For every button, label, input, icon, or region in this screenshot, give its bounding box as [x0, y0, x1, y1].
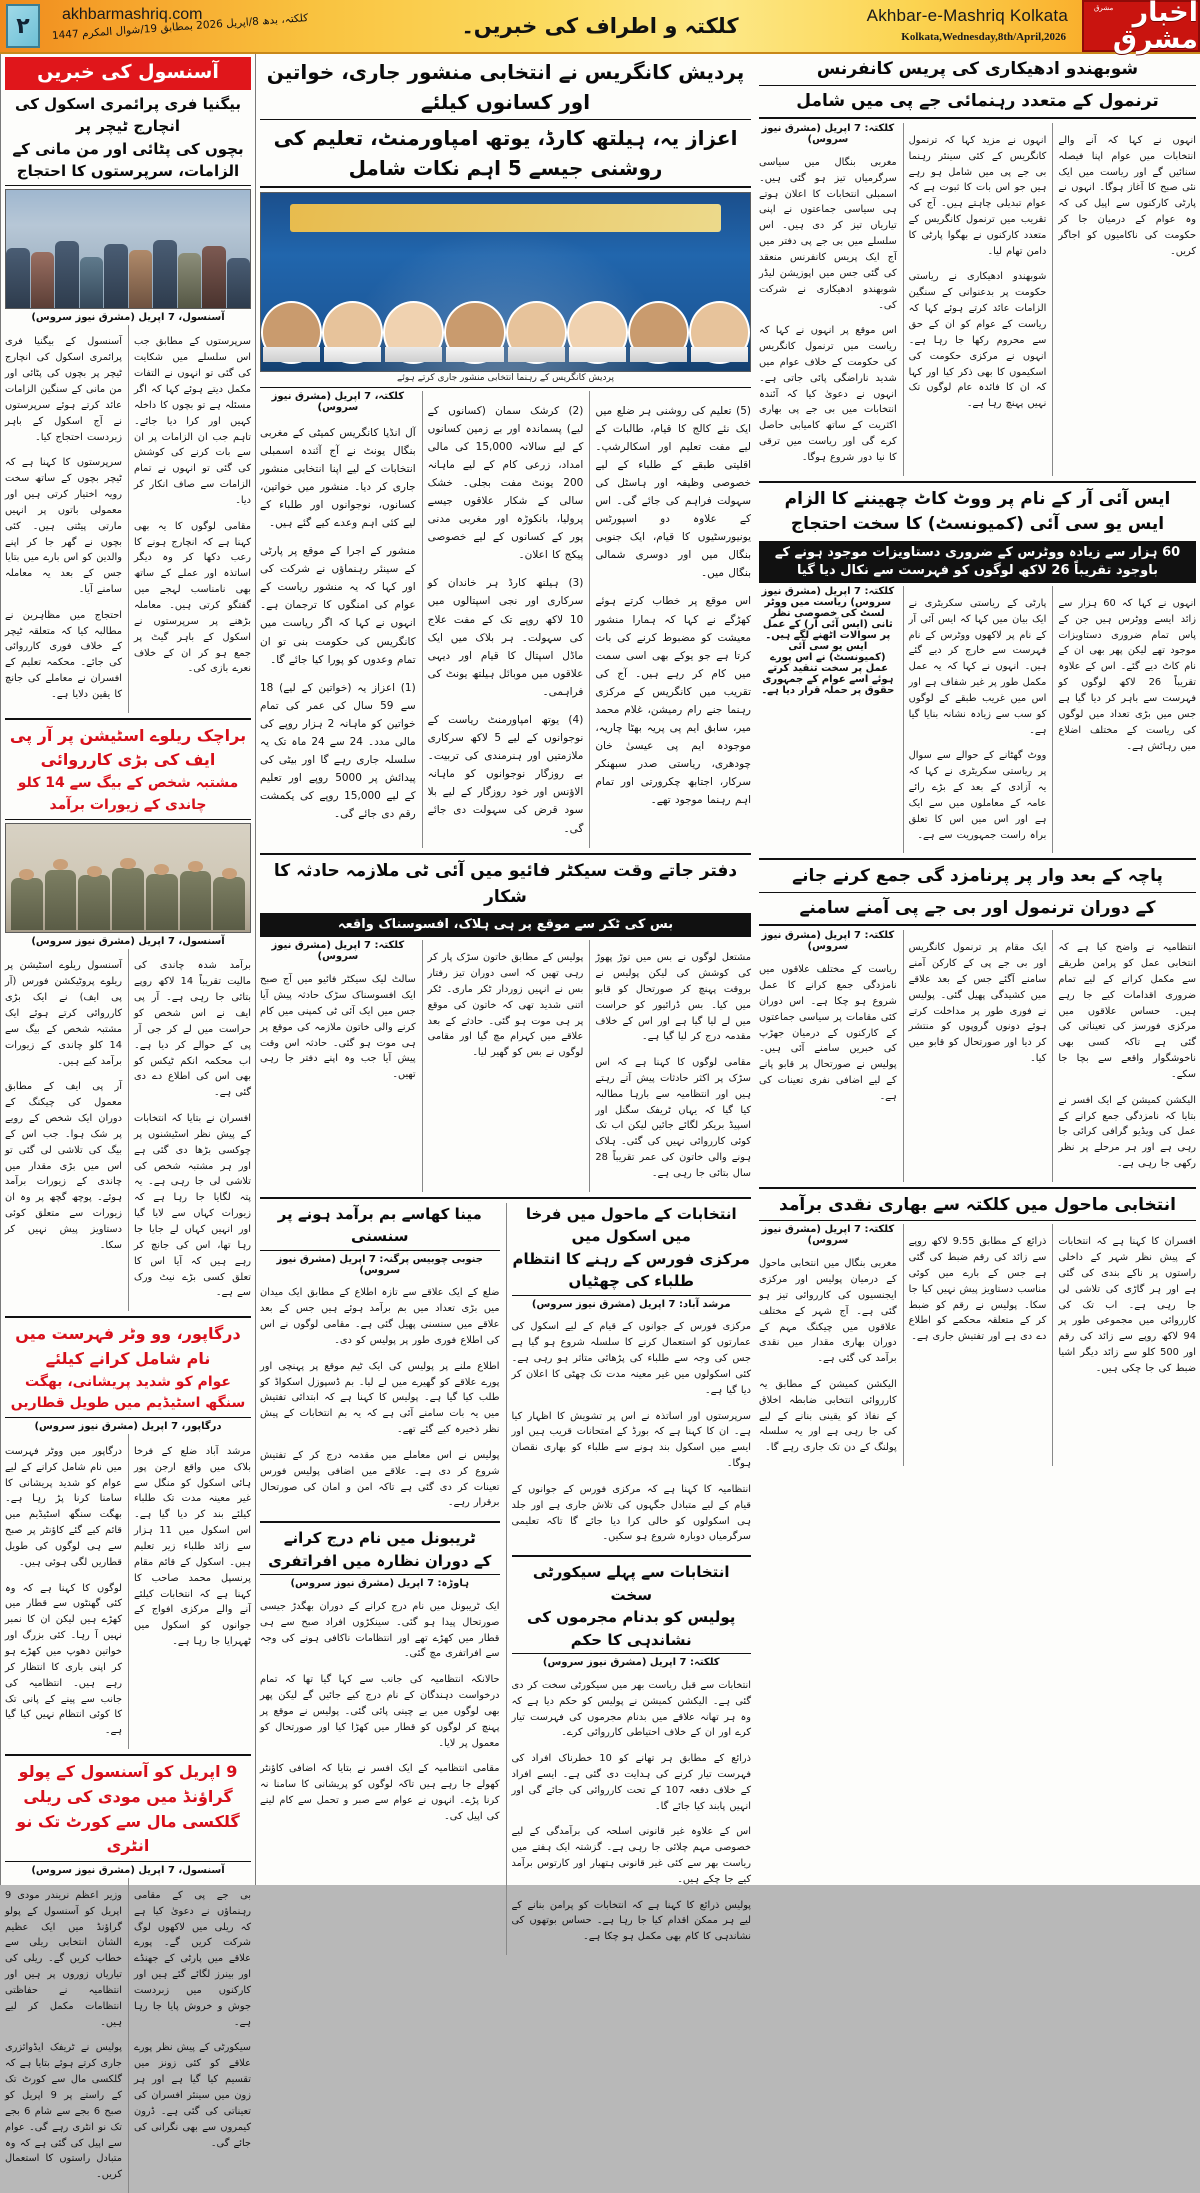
- paragraph: سالٹ لیک سیکٹر فائیو میں آج صبح ایک افسوسناک سڑک حادثہ پیش آیا جس میں ایک آئی ٹی کمپنی میں کام کرنے والی خاتون ملازمہ کی موقع پر ہی موت ہو گئی۔ حادثہ اس وقت پیش آیا جب وہ اپنے دفتر جا رہی تھیں۔: [260, 974, 416, 1081]
- dateline: مرشد آباد: 7 اپریل (مشرق نیوز سروس): [531, 1298, 731, 1310]
- paragraph: احتجاج میں مظاہرین نے مطالبہ کیا کہ متعلقہ ٹیچر کے خلاف فوری کارروائی کی جائے۔ محکمہ تعلیم کے افسران نے معاملے کی جانچ کا یقین دلایا ہے۔: [5, 609, 122, 701]
- zone-left: [755, 54, 1200, 1885]
- paragraph: شوبھندو ادھیکاری نے ریاستی حکومت پر بدعنوانی کے سنگین الزامات عائد کرتے ہوئے کہا کہ ریاست کے عوام کو ان کے حق سے محروم رکھا جا رہا ہے۔ انہوں نے مرکزی حکومت کی اسکیموں کا بھی ذکر کیا اور کہا کہ ان کا فائدہ عام لوگوں تک نہیں پہنچ رہا ہے۔: [908, 271, 1047, 410]
- paragraph: سرپرستوں کا کہنا ہے کہ ٹیچر بچوں کے ساتھ سخت رویہ اختیار کرتی ہیں اور معمولی باتوں پر انہیں مارتی پیٹتی ہیں۔ کئی بچوں نے گھر جا کر اپنے والدین کو اس بارے میں بتایا جس کے بعد یہ معاملہ سامنے آیا۔: [5, 457, 122, 596]
- photo-school-protest: [5, 189, 251, 309]
- headline-line-2: کے دوران ترنمول اور بی جے پی آمنے سامنے: [799, 897, 1156, 918]
- headline-line-1: ٹریبونل میں نام درج کرانے: [283, 1529, 476, 1548]
- headline-line-2: عوام کو شدید پریشانی، بھگت سنگھ اسٹیڈیم میں طویل قطاریں: [10, 1373, 246, 1412]
- dateline: آسنسول، 7 اپریل (مشرق نیوز سروس): [31, 311, 225, 323]
- column: [128, 1434, 251, 1749]
- headline-line-2: مشتبہ شخص کے بیگ سے 14 کلو چاندی کے زیورات برآمد: [17, 775, 239, 813]
- column: [903, 930, 1047, 1181]
- column: [422, 391, 584, 848]
- dateline: کلکتہ: 7 اپریل (مشرق نیوز سروس) ریاست میں ووٹر لسٹ کی خصوصی نظر ثانی (ایس آئی آر) کے عمل پر سوالات اٹھنے لگے ہیں۔ ایس یو سی آئی (کمیونسٹ) نے اس پورے عمل پر سخت تنقید کرتے ہوئے اسے عوام کے جمہوری حقوق پر حملہ قرار دیا ہے۔: [761, 586, 895, 697]
- column: [759, 586, 897, 853]
- divider: [512, 1295, 752, 1296]
- manifesto-point: (2) کرشک سمان (کسانوں کے لیے) پسماندہ اور بے زمین کسانوں کے لیے سالانہ 15,000 کی مالی امداد، زرعی کام کے لیے ماہانہ 200 یونٹ مفت بجلی۔ خشک سالی کے شکار علاقوں جیسے پرولیا، بانکوڑہ اور مغربی مدنی پور کے کسانوں کے لیے خصوصی پیکج کا اعلان۔: [427, 404, 584, 561]
- paragraph: ذرائع کے مطابق 9.55 لاکھ روپے سے زائد کی رقم ضبط کی گئی ہے جس کے بارے میں کوئی مناسب دستاویز پیش نہیں کیا جا سکا۔ پولیس نے رقم کو ضبط کر کے متعلقہ محکمے کو اطلاع دے دی ہے اور تفتیش جاری ہے۔: [908, 1236, 1047, 1343]
- paragraph: وزیر اعظم نریندر مودی 9 اپریل کو آسنسول کے پولو گراؤنڈ میں ایک عظیم الشان انتخابی ریلی سے خطاب کریں گے۔ ریلی کی تیاریاں زوروں پر ہیں اور انتظامیہ نے حفاظتی انتظامات مکمل کر لیے ہیں۔: [5, 1889, 122, 2028]
- paragraph: برآمد شدہ چاندی کی مالیت تقریباً 14 لاکھ روپے بتائی جا رہی ہے۔ آر پی ایف نے اس شخص کو حراست میں لے کر جی آر پی کے حوالے کر دیا ہے۔ اب محکمہ انکم ٹیکس کو بھی اس کی اطلاع دے دی گئی ہے۔: [134, 960, 251, 1099]
- headline-line-1: شوبھندو ادھیکاری کی پریس کانفرنس: [816, 59, 1139, 79]
- paragraph: مغربی بنگال میں انتخابی ماحول کے درمیان پولیس اور مرکزی ایجنسیوں کی کارروائی تیز ہو گئی ہے۔ آج شہر کے مختلف علاقوں میں چیکنگ مہم کے دوران بھاری مقدار میں نقدی برآمد کی گئی ہے۔: [759, 1258, 897, 1365]
- sub-headline: 60 ہزار سے زیادہ ووٹرس کے ضروری دستاویزات موجود ہونے کے باوجود تقریباً 26 لاکھ لوگوں کو فہرست سے نکال دیا گیا: [759, 541, 1196, 583]
- paragraph: پولیس نے ٹریفک ایڈوائزری جاری کرتے ہوئے بتایا ہے کہ گلکسی مال سے کورٹ تک کے راستے پر 9 اپریل کو صبح 6 بجے سے شام 6 بجے تک نو انٹری رہے گی۔ عوام سے اپیل کی گئی ہے کہ وہ متبادل راستوں کا استعمال کریں۔: [5, 2042, 122, 2181]
- dateline: ہاوڑہ: 7 اپریل (مشرق نیوز سروس): [290, 1578, 470, 1590]
- story-congress-manifesto: [260, 57, 751, 848]
- edition-date-urdu: کلکتہ، بدھ 8/اپریل 2026 بمطابق 19/شوال المکرم 1447: [51, 12, 309, 42]
- paragraph: ریاست کے مختلف علاقوں میں نامزدگی جمع کرانے کا عمل شروع ہو چکا ہے۔ اس دوران کئی مقامات پر سیاسی جماعتوں کے کارکنوں کے درمیان جھڑپ کی خبریں سامنے آئی ہیں۔ پولیس نے صورتحال پر قابو پانے کے لیے اضافی نفری تعینات کی ہے۔: [759, 964, 897, 1103]
- story-modi-rally: [5, 1760, 251, 2193]
- dateline: کلکتہ: 7 اپریل (مشرق نیوز سروس): [761, 1224, 895, 1247]
- paragraph: پولیس کے مطابق خاتون سڑک پار کر رہی تھیں کہ اسی دوران تیز رفتار بس نے انہیں زوردار ٹکر ماری۔ ٹکر اتنی شدید تھی کہ خاتون کی موقع پر ہی موت ہو گئی۔ حادثے کے بعد علاقے میں کہرام مچ گیا اور مقامی لوگوں نے بس کو گھیر لیا۔: [427, 952, 584, 1059]
- page-section-title: کلکتہ و اطراف کی خبریں۔: [461, 14, 739, 38]
- paragraph: پولیس ذرائع کا کہنا ہے کہ انتخابات کو پرامن بنانے کے لیے ہر ممکن اقدام کیا جا رہا ہے۔ حساس بوتھوں کی نشاندہی کا کام بھی مکمل ہو چکا ہے۔: [511, 1899, 751, 1943]
- page-body: [0, 54, 1200, 2181]
- paragraph: ووٹ گھٹانے کے حوالے سے سوال پر ریاستی سکریٹری نے کہا کہ یہ آزادی کے بعد کے بڑے رائے عامہ کے معاملوں میں سے ایک ہے اور اس میں اس کا تعلق براہ راست جمہوریت سے ہے۔: [908, 750, 1047, 841]
- text-columns: [5, 1434, 251, 1749]
- manifesto-point: (1) اعزاز یہ (خواتین کے لیے) 18 سے 59 سال کی عمر کی تمام خواتین کو ماہانہ 2 ہزار روپے کی مالی مدد۔ 24 سے 24 ماہ تک یہ سلسلہ جاری رہے گا اور بیٹی کی پیدائش پر 5000 روپے اور تعلیم کے لیے 15,000 روپے کی یکمشت رقم دی جائے گی۔: [260, 682, 416, 821]
- paragraph: بی جے پی کے مقامی رہنماؤں نے دعویٰ کیا ہے کہ ریلی میں لاکھوں لوگ شرکت کریں گے۔ پورے علاقے میں پارٹی کے جھنڈے اور بینرز لگائے گئے ہیں اور کارکنوں میں زبردست جوش و خروش پایا جا رہا ہے۔: [134, 1889, 251, 2028]
- dateline: درگاپور، 7 اپریل (مشرق نیوز سروس): [34, 1421, 222, 1433]
- paragraph: مقامی انتظامیہ کے ایک افسر نے بتایا کہ اضافی کاؤنٹر کھولے جا رہے ہیں تاکہ لوگوں کو پریشانی کا سامنا نہ کرنا پڑے۔ انہوں نے عوام سے صبر و تحمل سے کام لینے کی اپیل کی۔: [260, 1763, 500, 1822]
- website-url[interactable]: akhbarmashriq.com: [62, 6, 203, 23]
- column: [5, 949, 122, 1311]
- story-suvendu-press-conference: [759, 57, 1196, 476]
- column: [589, 391, 751, 848]
- paragraph: الیکشن کمیشن کے مطابق یہ کارروائی انتخابی ضابطہ اخلاق کے نفاذ کو یقینی بنانے کے لیے کی جا رہی ہے اور یہ سلسلہ پولنگ کے دن تک جاری رہے گا۔: [759, 1378, 897, 1454]
- headline-line-2: اعزاز یہ، ہیلتھ کارڈ، یوتھ امپاورمنٹ، تعلیم کی روشنی جیسے 5 اہم نکات شامل: [273, 126, 738, 180]
- column: [5, 1434, 122, 1749]
- headline: انتخابی ماحول میں کلکتہ سے بھاری نقدی برآمد: [779, 1194, 1176, 1215]
- divider: [260, 387, 751, 388]
- column: [759, 1224, 897, 1466]
- column: [1052, 586, 1196, 853]
- paragraph: اس موقع پر انہوں نے کہا کہ ریاست میں ترنمول کانگریس کی حکومت کے خلاف عوام میں شدید ناراضگی پائی جاتی ہے۔ انہوں نے دعویٰ کیا کہ آئندہ انتخابات میں بی جے پی بھاری اکثریت کے ساتھ کامیابی حاصل کرے گی اور ریاست میں ترقی کا نیا دور شروع ہوگا۔: [759, 325, 897, 464]
- paragraph: پولیس نے اس معاملے میں مقدمہ درج کر کے تفتیش شروع کر دی ہے۔ علاقے میں اضافی پولیس فورس تعینات کر دی گئی ہے تاکہ امن و امان کی صورتحال برقرار رہے۔: [260, 1449, 500, 1509]
- paragraph: مشتعل لوگوں نے بس میں توڑ پھوڑ کی کوشش کی لیکن پولیس نے بروقت پہنچ کر صورتحال کو قابو میں کیا۔ بس ڈرائیور کو حراست میں لے لیا گیا ہے اور اس کے خلاف مقدمہ درج کر لیا گیا ہے۔: [595, 952, 752, 1043]
- paragraph: آل انڈیا کانگریس کمیٹی کے مغربی بنگال یونٹ نے آج آئندہ اسمبلی انتخابات کے لیے اپنا انتخابی منشور جاری کر دیا۔ منشور میں خواتین، کسانوں، نوجوانوں اور طلباء کے لیے کئی اہم وعدے کیے گئے ہیں۔: [260, 426, 416, 529]
- paragraph: انہوں نے مزید کہا کہ ترنمول کانگریس کے کئی سینئر رہنما بی جے پی میں شامل ہو رہے ہیں جو اس بات کا ثبوت ہے کہ عوام تبدیلی چاہتے ہیں۔ آج کی تقریب میں ترنمول کانگریس کے متعدد کارکنوں نے بھگوا پارٹی کا دامن تھام لیا۔: [908, 134, 1047, 257]
- paragraph: ضلع کے ایک علاقے سے تازہ اطلاع کے مطابق ایک میدان میں بڑی تعداد میں بم برآمد ہوئے ہیں جس کے بعد علاقے میں سنسنی پھیل گئی ہے۔ مقامی لوگوں نے اس کی اطلاع فوری طور پر پولیس کو دی۔: [260, 1287, 500, 1347]
- divider: [512, 1653, 752, 1654]
- paragraph: مقامی لوگوں کا یہ بھی کہنا ہے کہ انچارج ہونے کا رعب دکھا کر وہ دیگر اساتذہ اور عملے کے ساتھ بھی نامناسب لہجے میں گفتگو کرتی ہیں۔ معاملہ بڑھنے پر سرپرستوں نے اسکول کے باہر گیٹ پر جمع ہو کر ان کے خلاف نعرے بازی کی۔: [134, 520, 251, 675]
- paragraph: مقامی لوگوں کا کہنا ہے کہ اس سڑک پر اکثر حادثات پیش آتے رہتے ہیں اور انتظامیہ سے بارہا مطالبہ کیا گیا کہ یہاں ٹریفک سگنل اور اسپیڈ بریکر لگائے جائیں لیکن اب تک کوئی کارروائی نہیں کی گئی۔ ہلاک ہونے والی خاتون کی عمر تقریباً 28 سال بتائی جا رہی ہے۔: [595, 1057, 752, 1180]
- column: [128, 1878, 251, 2193]
- paragraph: اس کے علاوہ غیر قانونی اسلحہ کی برآمدگی کے لیے خصوصی مہم چلائی جا رہی ہے۔ گزشتہ ایک ہفتے میں ریاست بھر سے کئی غیر قانونی ہتھیار اور کارتوس برآمد کیے جا چکے ہیں۔: [511, 1826, 751, 1885]
- paragraph: آسنسول کے بیگنیا فری پرائمری اسکول کی انچارج ٹیچر پر بچوں کی پٹائی اور من مانی کے سنگین الزامات عائد کرتے ہوئے سرپرستوں نے آج اسکول کے باہر زبردست احتجاج کیا۔: [5, 336, 122, 443]
- headline-line-1: براچک ریلوے اسٹیشن پر آر پی ایف کی بڑی کارروائی: [9, 725, 247, 770]
- divider: [260, 853, 751, 855]
- sub-headline: بس کی ٹکر سے موقع پر ہی ہلاک، افسوسناک واقعہ: [260, 913, 751, 937]
- headline: دفتر جاتے وقت سیکٹر فائیو میں آئی ٹی ملازمہ حادثہ کا شکار: [273, 861, 738, 907]
- dateline: کلکتہ: 7 اپریل (مشرق نیوز سروس): [761, 123, 895, 145]
- column: [589, 940, 751, 1191]
- divider: [759, 924, 1196, 926]
- column: [128, 949, 251, 1311]
- photo-caption: پردیش کانگریس کے رہنما انتخابی منشور جاری کرتے ہوئے: [397, 373, 614, 383]
- column: [1052, 1224, 1196, 1466]
- column: [260, 940, 416, 1191]
- divider: [260, 119, 751, 120]
- paragraph: ایک ٹریبونل میں نام درج کرانے کے دوران بھگدڑ جیسی صورتحال پیدا ہو گئی۔ سینکڑوں افراد صبح سے ہی قطار میں کھڑے تھے اور انتظامات ناکافی ہونے کی وجہ سے افراتفری مچ گئی۔: [260, 1600, 500, 1660]
- divider: [5, 1417, 251, 1418]
- column-bomb: [260, 1203, 500, 1955]
- paragraph: درگاپور میں ووٹر فہرست میں نام شامل کرانے کے لیے عوام کو شدید پریشانی کا سامنا کرنا پڑ رہا ہے۔ بھگت سنگھ اسٹیڈیم میں قائم کیے گئے کاؤنٹر پر صبح سے ہی لوگوں کی طویل قطاریں لگی ہوئی ہیں۔: [5, 1445, 122, 1568]
- logo-mini-text: مشرق: [1094, 4, 1114, 12]
- divider: [759, 85, 1196, 86]
- story-sir-protest: [759, 487, 1196, 854]
- divider: [759, 1220, 1196, 1221]
- column-school-forces: [506, 1203, 752, 1955]
- divider: [260, 1250, 500, 1251]
- column: [903, 123, 1047, 476]
- photo-manifesto-release: [260, 192, 751, 372]
- column: [5, 1878, 122, 2193]
- divider: [5, 1316, 251, 1318]
- headline-line-1: درگاپور، وو وٹر فہرست میں نام شامل کرانے کیلئے: [15, 1324, 241, 1368]
- divider: [5, 819, 251, 820]
- manifesto-point: (4) یوتھ امپاورمنٹ ریاست کے نوجوانوں کے لیے 5 لاکھ سرکاری ملازمتیں اور ہنرمندی کی تربیت۔ بے روزگار نوجوانوں کو ماہانہ الاؤنس اور خود روزگار کے لیے بلا سود قرض کی سہولت دی جائے گی۔: [427, 714, 584, 835]
- paragraph: آر پی ایف کے مطابق معمول کی چیکنگ کے دوران ایک شخص کے رویے پر شک ہوا۔ جب اس کے بیگ کی تلاشی لی گئی تو اس میں بڑی مقدار میں چاندی کے زیورات برآمد ہوئے۔ پوچھ گچھ پر وہ ان زیورات سے متعلق کوئی دستاویز پیش نہیں کر سکا۔: [5, 1081, 122, 1251]
- headline-line-1: انتخابات کے ماحول میں فرخا میں اسکول میں: [525, 1204, 737, 1246]
- paragraph: سرپرستوں کے مطابق جب اس سلسلے میں شکایت کی گئی تو انہوں نے التفات مکمل دیتے ہوئے کہا کہ اگر مسئلہ ہے تو بچوں کا داخلہ کہیں اور کرا دیا جائے۔ تاہم جب ان الزامات پر ان سے بات کرنے کی کوشش کی گئی تو انہوں نے تمام الزامات سے صاف انکار کر دیا۔: [134, 336, 251, 506]
- paragraph: انتظامیہ نے واضح کیا ہے کہ انتخابی عمل کو پرامن طریقے سے مکمل کرانے کے لیے تمام ضروری اقدامات کیے جا رہے ہیں۔ حساس علاقوں میں مرکزی فورسز کی تعیناتی کی گئی ہے تاکہ کسی بھی ناخوشگوار واقعے سے بچا جا سکے۔: [1058, 942, 1197, 1081]
- headline-line-2: بچوں کی پٹائی اور من مانی کے الزامات، سرپرستوں کا احتجاج: [12, 139, 244, 181]
- column: [903, 586, 1047, 853]
- paragraph: ایک مقام پر ترنمول کانگریس اور بی جے پی کے کارکن آمنے سامنے آگئے جس کے بعد علاقے میں کشیدگی پھیل گئی۔ پولیس نے فوری طور پر مداخلت کرتے ہوئے دونوں گروپوں کو منتشر کر دیا اور صورتحال کو قابو میں کیا۔: [908, 942, 1047, 1065]
- story-cash-seizure: [759, 1193, 1196, 1466]
- divider: [5, 718, 251, 720]
- headline: مینا کھاسے بم برآمد ہونے پر سنسنی: [277, 1204, 482, 1246]
- dateline: کلکتہ: 7 اپریل (مشرق نیوز سروس): [271, 940, 405, 963]
- paragraph: مغربی بنگال میں سیاسی سرگرمیاں تیز ہو گئی ہیں۔ اسمبلی انتخابات کا اعلان ہوتے ہی سیاسی جماعتوں نے اپنی تیاریاں تیز کر دی ہیں۔ اس سلسلے میں بی جے پی دفتر میں آج ایک پریس کانفرنس منعقد کی گئی جس میں اپوزیشن لیڈر شوبھندو ادھیکاری نے شرکت کی۔: [759, 156, 897, 311]
- manifesto-point: (3) ہیلتھ کارڈ ہر خاندان کو سرکاری اور نجی اسپتالوں میں 10 لاکھ روپے تک کے مفت علاج کی سہولت۔ ہر بلاک میں ایک ماڈل اسپتال کا قیام اور دیہی علاقوں میں موبائل ہیلتھ یونٹ کی فراہمی۔: [427, 577, 584, 698]
- paper-name-english: Akhbar-e-Mashriq Kolkata: [866, 6, 1068, 25]
- zone-asansol: [0, 54, 255, 2181]
- headline-line-2: ایس یو سی آئی (کمیونسٹ) کا سخت احتجاج: [790, 514, 1165, 535]
- story-durgapur-voterlist: [5, 1322, 251, 1749]
- dateline: آسنسول، 7 اپریل (مشرق نیوز سروس): [31, 935, 225, 947]
- headline-line-1: ایس آئی آر کے نام پر ووٹ کاٹ چھیننے کا الزام: [784, 488, 1171, 509]
- column: [1052, 930, 1196, 1181]
- column: [422, 940, 584, 1191]
- headline-line-1: بیگنیا فری پرائمری اسکول کی انچارج ٹیچر پر: [15, 94, 241, 136]
- paragraph: ذرائع کے مطابق ہر تھانے کو 10 خطرناک افراد کی فہرست تیار کرنے کی ہدایت دی گئی ہے۔ ایسے افراد کے خلاف دفعہ 107 کے تحت کارروائی کی جائے گی اور انہیں پابند کیا جائے گا۔: [511, 1753, 752, 1812]
- divider: [512, 1555, 752, 1557]
- dateline: جنوبی چوبیس پرگنہ: 7 اپریل (مشرق نیوز سروس): [276, 1253, 484, 1276]
- manifesto-point: (5) تعلیم کی روشنی ہر ضلع میں ایک نئے کالج کا قیام، طالبات کے لیے مفت تعلیم اور اسکالرشپ۔ اقلیتی طبقے کے طلباء کے لیے خصوصی وظیفہ اور ہاسٹل کی سہولت فراہم کی جائے گی۔ اس کے علاوہ دو اسپورٹس یونیورسٹیوں کا قیام، ایک جنوبی بنگال میں اور دوسری شمالی بنگال میں۔: [595, 404, 752, 579]
- lower-center-columns: [260, 1203, 751, 1955]
- story-rpf-silver: [5, 724, 251, 1311]
- crowd-figures: [6, 223, 250, 308]
- divider: [260, 1197, 751, 1199]
- story-it-employee-accident: [260, 859, 751, 1192]
- text-columns: [5, 1878, 251, 2193]
- paragraph: مرکزی فورس کے جوانوں کے قیام کے لیے اسکول کی عمارتوں کو استعمال کرنے کا سلسلہ شروع ہو گیا ہے جس کی وجہ سے طلباء کی پڑھائی متاثر ہو رہی ہے۔ کئی اسکولوں میں غیر معینہ مدت تک چھٹی کا اعلان کر دیا گیا ہے۔: [511, 1321, 751, 1396]
- divider: [759, 1187, 1196, 1189]
- dateline: آسنسول، 7 اپریل (مشرق نیوز سروس): [31, 1865, 225, 1877]
- paragraph: انہوں نے کہا کہ 60 ہزار سے زائد ایسے ووٹرس ہیں جن کے پاس تمام ضروری دستاویزات موجود تھے لیکن پھر بھی ان کے نام کاٹ دیے گئے۔ اس کے علاوہ تقریباً 26 لاکھ لوگوں کو فہرست سے باہر کر دیا گیا ہے جس میں بڑی تعداد میں لوگوں کی ریاست کے مختلف اضلاع میں رہائش ہے۔: [1058, 597, 1197, 752]
- paragraph: اطلاع ملنے پر پولیس کی ایک ٹیم موقع پر پہنچی اور پورے علاقے کو گھیرے میں لے لیا۔ بم ڈسپوزل اسکواڈ کو طلب کیا گیا ہے۔ پولیس کا کہنا ہے کہ ابتدائی تفتیش میں یہ بات سامنے آئی ہے کہ یہ بم انتخابات کے پیش نظر ذخیرہ کیے گئے تھے۔: [260, 1360, 500, 1436]
- divider: [759, 117, 1196, 119]
- headline-line-1: انتخابات سے پہلے سیکورٹی سخت: [532, 1563, 730, 1604]
- divider: [759, 858, 1196, 860]
- photo-rpf-officers: [5, 823, 251, 933]
- column: [759, 930, 897, 1181]
- text-columns: [260, 940, 751, 1191]
- logo-urdu-text: اخبار مشرق: [1112, 0, 1198, 55]
- story-nomination-clash: [759, 864, 1196, 1181]
- text-columns: [759, 1224, 1196, 1466]
- headline-line-1: پاچہ کے بعد وار پر پرنامزد گی جمع کرنے جانے: [792, 866, 1163, 887]
- text-columns: [759, 930, 1196, 1181]
- paragraph: الیکشن کمیشن کے ایک افسر نے بتایا کہ نامزدگی جمع کرانے کے عمل کی ویڈیو گرافی کرائی جا رہی ہے اور ہر مرحلے پر نظر رکھی جا رہی ہے۔: [1058, 1094, 1197, 1170]
- text-columns: [759, 586, 1196, 853]
- zone-center: [255, 54, 755, 1943]
- divider: [5, 1861, 251, 1862]
- paragraph: انتخابات سے قبل ریاست بھر میں سیکورٹی سخت کر دی گئی ہے۔ الیکشن کمیشن نے پولیس کو حکم دیا ہے کہ وہ ہر تھانہ علاقے میں بدنام مجرموں کی فہرست تیار کرے اور ان کے خلاف احتیاطی کارروائی کرے۔: [511, 1679, 751, 1739]
- column: [128, 325, 251, 713]
- dateline: کلکتہ: 7 اپریل (مشرق نیوز سروس): [542, 1657, 720, 1669]
- paragraph: انہوں نے کہا کہ آنے والے انتخابات میں عوام اپنا فیصلہ سنائیں گے اور ریاست میں ایک نئی صبح کا آغاز ہوگا۔ انہوں نے پارٹی کارکنوں سے اپیل کی کہ وہ عوام کے درمیان جا کر حکومت کی ناکامیوں کو اجاگر کریں۔: [1058, 134, 1197, 257]
- masthead: [0, 0, 1200, 54]
- column: [1052, 123, 1196, 476]
- stage-figures: [261, 301, 750, 364]
- paragraph: افسران نے بتایا کہ انتخابات کے پیش نظر اسٹیشنوں پر چوکسی بڑھا دی گئی ہے اور ہر مشتبہ شخص کی تلاشی لی جا رہی ہے۔ یہ پتہ لگایا جا رہا ہے کہ زیورات کہاں سے لایا گیا اور انہیں کہاں لے جایا جا رہا تھا، اس کی جانچ کر رہے ہیں کہ آیا اس کا تعلق کسی بڑے نیٹ ورک سے ہے۔: [134, 1112, 251, 1299]
- paragraph: حالانکہ انتظامیہ کی جانب سے کہا گیا تھا کہ تمام درخواست دہندگان کے نام درج کیے جائیں گے لیکن پھر بھی لوگوں میں بے چینی پائی گئی۔ پولیس نے موقع پر پہنچ کر لوگوں کو قطار میں کھڑا کیا اور صورتحال کو معمول پر لایا۔: [260, 1674, 500, 1749]
- column: [903, 1224, 1047, 1466]
- paragraph: افسران کا کہنا ہے کہ انتخابات کے پیش نظر شہر کے داخلی راستوں پر ناکے بندی کی گئی ہے اور ہر گاڑی کی تلاشی لی جا رہی ہے۔ اب تک کی کارروائی میں مجموعی طور پر 94 لاکھ روپے سے زائد کی رقم اور 500 کلو سے زائد دیگر اشیا ضبط کی جا چکی ہیں۔: [1058, 1236, 1197, 1374]
- text-columns: [260, 391, 751, 848]
- edition-date-english: Kolkata,Wednesday,8th/April,2026: [901, 31, 1066, 43]
- divider: [759, 481, 1196, 483]
- text-columns: [5, 325, 251, 713]
- text-columns: [5, 949, 251, 1311]
- divider: [759, 892, 1196, 893]
- headline-line-1: پردیش کانگریس نے انتخابی منشور جاری، خواتین اور کسانوں کیلئے: [266, 60, 745, 114]
- divider: [5, 1754, 251, 1756]
- divider: [260, 1521, 500, 1523]
- paragraph: آسنسول ریلوے اسٹیشن پر ریلوے پروٹیکشن فورس (آر پی ایف) نے ایک بڑی کارروائی کرتے ہوئے ایک مشتبہ شخص کے بیگ سے 14 کلو چاندی کے زیورات برآمد کیے ہیں۔: [5, 960, 122, 1067]
- dateline: کلکتہ: 7 اپریل (مشرق نیوز سروس): [761, 930, 895, 953]
- column: [260, 391, 416, 848]
- paragraph: سیکورٹی کے پیش نظر پورے علاقے کو کئی زونز میں تقسیم کیا گیا ہے اور ہر زون میں سینئر افسران کی تعیناتی کی گئی ہے۔ ڈرون کیمروں سے بھی نگرانی کی جائے گی۔: [134, 2042, 251, 2149]
- divider: [260, 186, 751, 188]
- paragraph: پارٹی کے ریاستی سکریٹری نے ایک بیان میں کہا کہ ایس آئی آر کے نام پر لاکھوں ووٹرس کے نام فہرست سے خارج کر دیے گئے ہیں۔ انہوں نے کہا کہ یہ عمل مکمل طور پر غیر شفاف ہے اور اس میں غریب طبقے کے لوگوں کو سب سے زیادہ نشانہ بنایا گیا ہے۔: [908, 597, 1047, 736]
- paragraph: منشور کے اجرا کے موقع پر پارٹی کے سینئر رہنماؤں نے شرکت کی اور کہا کہ یہ منشور ریاست کے عوام کی امنگوں کا ترجمان ہے۔ انہوں نے کہا کہ اگر ریاست میں کانگریس کی حکومت بنی تو ان تمام وعدوں کو پورا کیا جائے گا۔: [260, 545, 416, 666]
- column: [5, 325, 122, 713]
- asansol-section-banner: آسنسول کی خبریں: [5, 57, 251, 90]
- story-school-protest: [5, 93, 251, 713]
- paragraph: انتظامیہ کا کہنا ہے کہ مرکزی فورس کے جوانوں کے قیام کے لیے متبادل جگہوں کی تلاش جاری ہے اور جلد ہی اسکولوں کو خالی کرا دیا جائے گا تاکہ تعلیمی سرگرمیاں دوبارہ شروع ہو سکیں۔: [511, 1483, 751, 1543]
- headline-line-2: کے دوران نظارہ میں افراتفری: [268, 1551, 492, 1570]
- dateline: کلکتہ، 7 اپریل (مشرق نیوز سروس): [271, 391, 405, 413]
- manifesto-point: اس موقع پر خطاب کرتے ہوئے کھڑگے نے کہا کہ ہمارا منشور معیشت کو مضبوط کرنے کی بات کرتا ہے جو یوکے بھی اسی سمت میں کام کر رہے ہیں۔ آج کی تقریب میں کانگریس کے مرکزی رہنما جنے رام رمیشن، غلام محمد میر، سابق ایم پی پریہ بھٹا چاریہ، موجودہ ایم پی عیسیٰ خان چودھری، ریاستی صدر سبھنکر سرکار، اجتابھ چکرورتی اور تمام اہم رہنما موجود تھے۔: [595, 595, 752, 806]
- text-columns: [759, 123, 1196, 476]
- headline-line-2: گلکسی مال سے کورٹ تک نو انٹری: [16, 1811, 240, 1856]
- officer-figures: [11, 858, 245, 929]
- headline-line-1: 9 اپریل کو آسنسول کے پولو گراؤنڈ میں مودی کی ریلی: [18, 1761, 238, 1806]
- paragraph: مرشد آباد ضلع کے فرخا بلاک میں واقع ارجن پور ہائی اسکول کو منگل سے غیر معینہ مدت تک طلباء کیلئے بند کر دیا گیا ہے۔ اس اسکول میں 11 ہزار سے زائد طلباء زیر تعلیم ہیں۔ اسکول کے قائم مقام پرنسپل محمد صاحب کا کہنا ہے کہ انتخابات کیلئے آنے والے مرکزی افواج کے جوانوں کو اسکول میں ٹھہرایا جا رہا ہے۔: [134, 1445, 251, 1648]
- headline-line-2: مرکزی فورس کے رہنے کا انتظام طلباء کی چھٹیاں: [512, 1249, 750, 1291]
- headline-line-2: پولیس کو بدنام مجرموں کی نشاندہی کا حکم: [527, 1608, 736, 1649]
- divider: [260, 1574, 500, 1575]
- page-number-badge: ۲: [6, 4, 40, 48]
- paragraph: سرپرستوں اور اساتذہ نے اس پر تشویش کا اظہار کیا ہے۔ ان کا کہنا ہے کہ بورڈ کے امتحانات قریب ہیں اور ایسے میں اسکول بند ہونے سے طلباء کو بھاری نقصان ہوگا۔: [511, 1410, 751, 1470]
- headline-line-2: ترنمول کے متعدد رہنمائی جے پی میں شامل: [796, 90, 1159, 111]
- divider: [5, 185, 251, 186]
- column: [759, 123, 897, 476]
- paragraph: لوگوں کا کہنا ہے کہ وہ کئی گھنٹوں سے قطار میں کھڑے ہیں لیکن ان کا نمبر نہیں آ رہا۔ کئی بزرگ اور خواتین دھوپ میں کھڑے ہو کر اپنی باری کا انتظار کر رہے ہیں۔ انتظامیہ کی جانب سے پینے کے پانی تک کا کوئی انتظام نہیں کیا گیا ہے۔: [5, 1582, 122, 1737]
